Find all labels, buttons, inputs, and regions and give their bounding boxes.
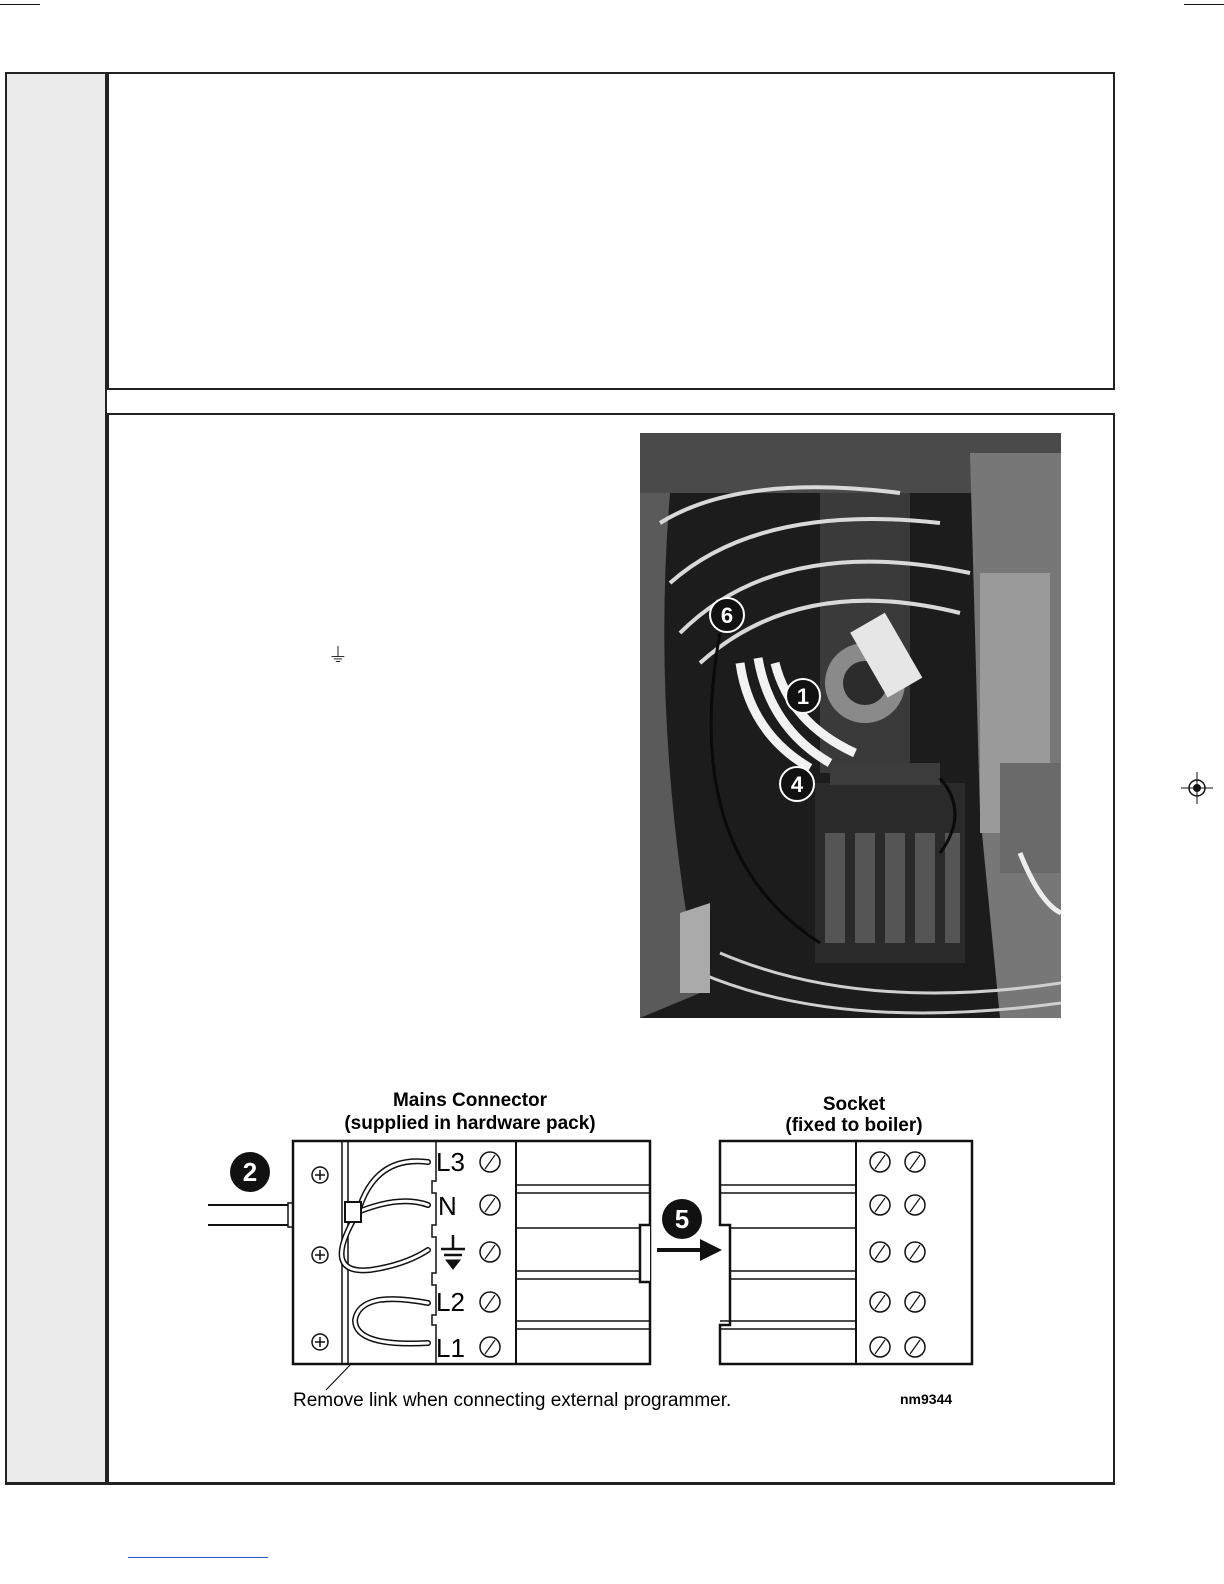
boiler-wiring-photo xyxy=(640,433,1061,1018)
callout-6 xyxy=(710,598,744,632)
mains-connector-diagram xyxy=(200,1085,1000,1415)
svg-text:1: 1 xyxy=(796,684,810,709)
mains-connector xyxy=(293,1141,650,1364)
crop-mark-top-right xyxy=(1184,4,1224,5)
terminal-label-l1: L1 xyxy=(436,1333,465,1363)
mains-connector-title: Mains Connector xyxy=(392,1090,548,1111)
socket xyxy=(720,1141,972,1364)
caption-leader-line xyxy=(326,1363,352,1390)
crop-mark-top-left xyxy=(0,4,40,5)
terminal-label-l3: L3 xyxy=(436,1147,465,1177)
callout-4 xyxy=(780,767,814,801)
svg-text:6: 6 xyxy=(720,603,734,628)
sidebar-column xyxy=(5,72,107,1484)
svg-text:4: 4 xyxy=(790,772,804,797)
footer-link-underline xyxy=(128,1557,268,1558)
earth-symbol: ⏚ xyxy=(328,645,348,667)
figure-caption: Remove link when connecting external programmer. xyxy=(293,1390,732,1411)
terminal-label-l2: L2 xyxy=(436,1287,465,1317)
svg-text:2: 2 xyxy=(242,1157,258,1187)
page-bottom-rule xyxy=(5,1483,1115,1485)
figure-code: nm9344 xyxy=(900,1391,953,1407)
top-panel xyxy=(107,72,1115,390)
callout-2 xyxy=(230,1152,270,1192)
svg-text:5: 5 xyxy=(674,1204,690,1234)
mains-connector-subtitle: (supplied in hardware pack) xyxy=(344,1113,596,1134)
arrow-right-icon xyxy=(657,1239,722,1261)
socket-title: Socket xyxy=(822,1094,886,1115)
callout-1 xyxy=(786,679,820,713)
terminal-label-n: N xyxy=(438,1191,457,1221)
socket-subtitle: (fixed to boiler) xyxy=(785,1115,923,1136)
callout-5 xyxy=(662,1199,702,1239)
registration-mark-right xyxy=(1181,772,1213,804)
mains-cable xyxy=(208,1203,294,1227)
